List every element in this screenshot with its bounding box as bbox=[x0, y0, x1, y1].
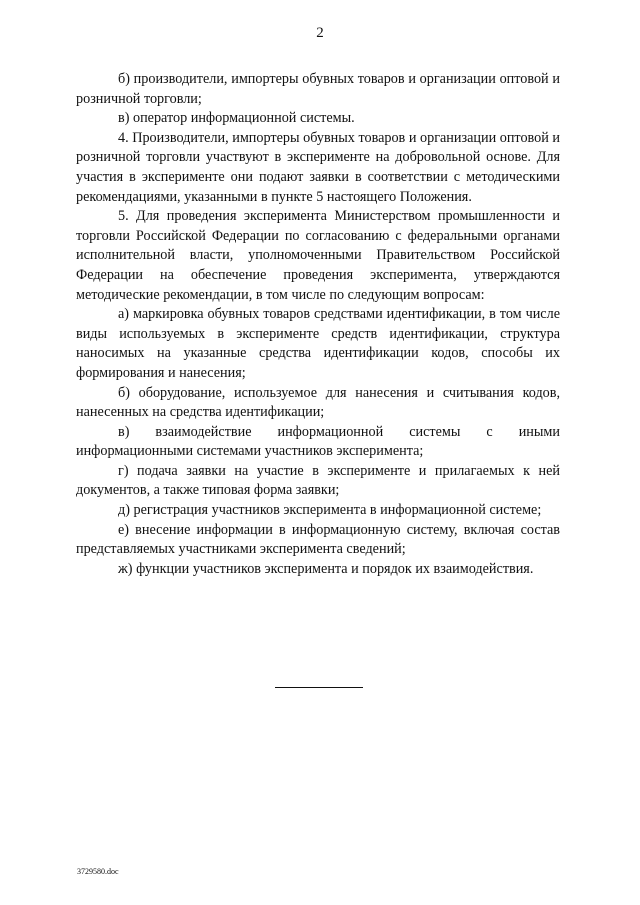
page-number: 2 bbox=[316, 25, 324, 41]
document-file-id: 3729580.doc bbox=[77, 867, 119, 876]
document-body bbox=[76, 70, 560, 579]
list-item-a-marking: а) маркировка обувных товаров средствами идентификации, в том числе виды используемых в эксперименте средств идентификации, структура наносимых на указанные средства идентификации кодов, способы их формирования и нанесения; bbox=[76, 306, 560, 381]
paragraph-v-operator: в) оператор информационной системы. bbox=[118, 110, 355, 127]
end-separator-line bbox=[275, 687, 363, 688]
paragraph-5-methodical-recommendations: 5. Для проведения эксперимента Министерством промышленности и торговли Российской Федерации по согласованию с федеральными органами исполнительной власти, уполномоченными Правительством Российской Федерации на обеспечение проведения эксперимента, утверждаются методические рекомендации, в том числе по следующим вопросам: bbox=[76, 208, 560, 303]
list-item-g-application: г) подача заявки на участие в эксперименте и прилагаемых к ней документов, а также типовая форма заявки; bbox=[76, 462, 560, 499]
list-item-v-interaction: в) взаимодействие информационной системы с иными информационными системами участников эксперимента; bbox=[76, 423, 560, 460]
list-item-d-registration: д) регистрация участников эксперимента в информационной системе; bbox=[118, 502, 542, 519]
paragraph-b-producers: б) производители, импортеры обувных товаров и организации оптовой и розничной торговли; bbox=[76, 71, 560, 107]
list-item-e-information-entry: е) внесение информации в информационную систему, включая состав представляемых участниками эксперимента сведений; bbox=[76, 521, 560, 558]
list-item-b-equipment: б) оборудование, используемое для нанесения и считывания кодов, нанесенных на средства идентификации; bbox=[76, 384, 560, 421]
list-item-zh-functions: ж) функции участников эксперимента и порядок их взаимодействия. bbox=[118, 560, 534, 577]
paragraph-4-voluntary-participation: 4. Производители, импортеры обувных товаров и организации оптовой и розничной торговли участвуют в эксперименте на добровольной основе. Для участия в эксперименте они подают заявки в соответствии с методическими рекомендациями, указанными в пункте 5 настоящего Положения. bbox=[76, 129, 560, 205]
